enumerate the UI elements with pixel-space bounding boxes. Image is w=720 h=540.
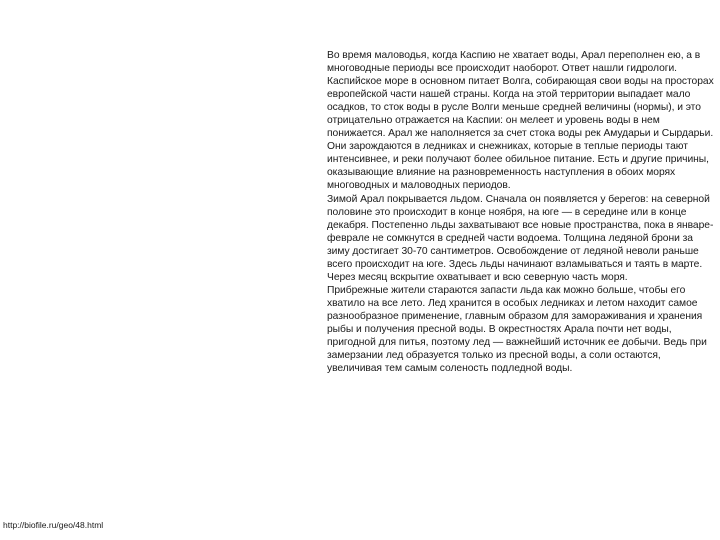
paragraph-winter-ice: Зимой Арал покрывается льдом. Сначала он появляется у берегов: на северной половине это происходит в конце ноября, на юге — в середине или в конце декабря. Постепенно льды захватывают все новые пространства, пока в январе-феврале не сомкнутся в средней части водоема. Толщина ледяной брони за зиму достигает 30-70 сантиметров. Освобождение от ледяной неволи раньше всего происходит на юге. Здесь льды начинают взламываться и таять в марте. Через месяц вскрытие охватывает и всю северную часть моря. [327,193,714,283]
article-text [327,49,718,375]
source-link[interactable]: http://biofile.ru/geo/48.html [3,520,104,530]
paragraph-ice-storage: Прибрежные жители стараются запасти льда как можно больше, чтобы его хватило на все лето. Лед хранится в особых ледниках и летом находит самое разнообразное применение, главным образом для замораживания и хранения рыбы и получения пресной воды. В окрестностях Арала почти нет воды, пригодной для питья, поэтому лед — важнейший источник ее добычи. Ведь при замерзании лед образуется только из пресной воды, а соли остаются, увеличивая тем самым соленость подледной воды. [327,284,707,375]
paragraph-low-water: Во время маловодья, когда Каспию не хватает воды, Арал переполнен ею, а в многоводные периоды все происходит наоборот. Ответ нашли гидрологи. Каспийское море в основном питает Волга, собирающая свои воды на просторах европейской части нашей страны. Когда на этой территории выпадает мало осадков, то сток воды в русле Волги меньше средней величины (нормы), и это отрицательно отражается на Каспии: он мелеет и уровень воды в нем понижается. Арал же наполняется за счет стока воды рек Амударьи и Сырдарьи. Они зарождаются в ледниках и снежниках, которые в теплые периоды тают интенсивнее, и реки получают более обильное питание. Есть и другие причины, оказывающие влияние на разновременность наступления в обоих морях многоводных и маловодных периодов. [327,50,714,192]
